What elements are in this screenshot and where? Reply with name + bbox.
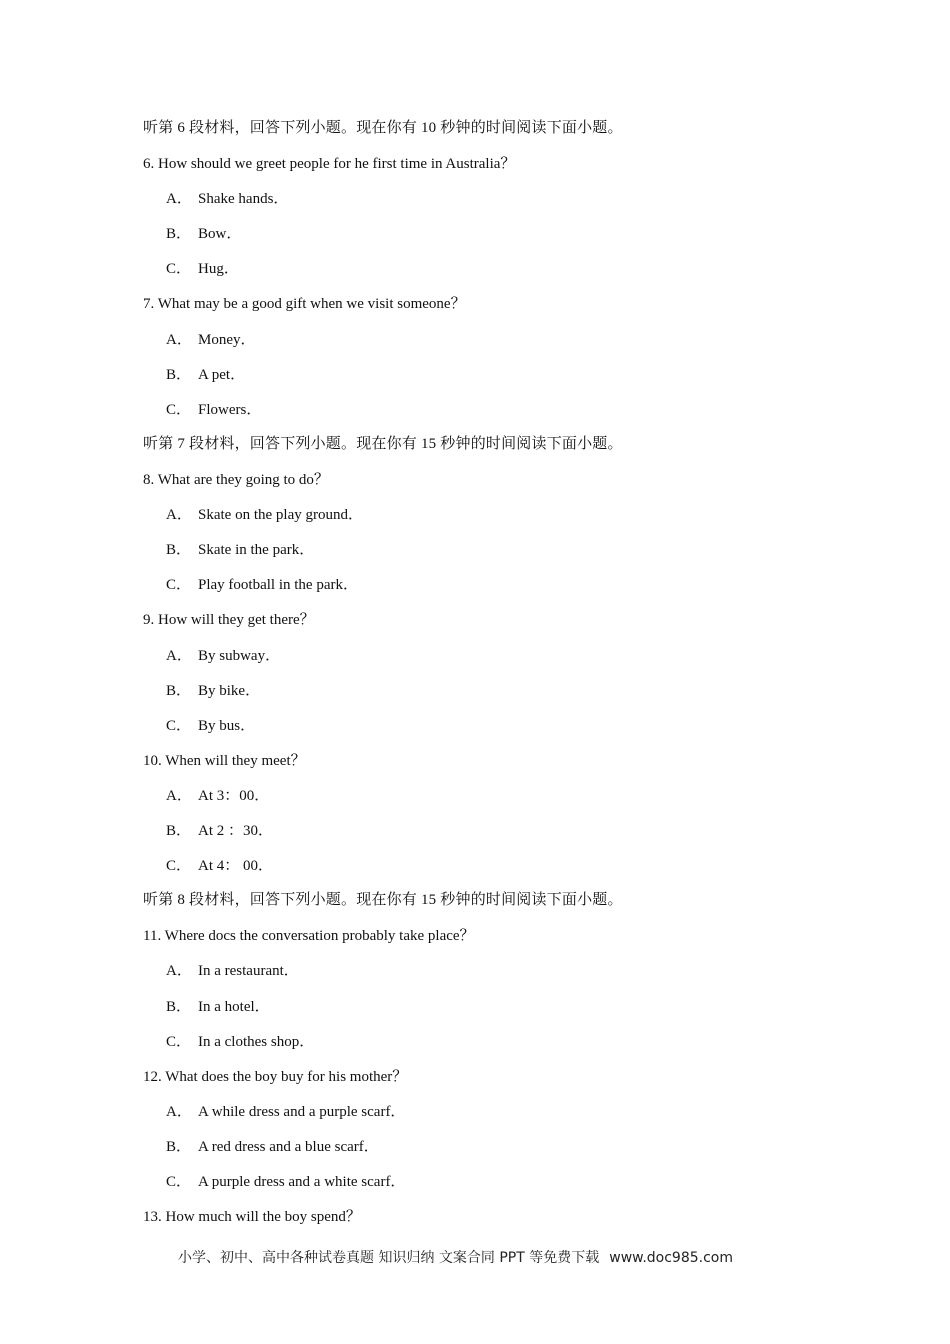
- option-letter: B．: [166, 367, 192, 383]
- question-10-option-c: [166, 856, 273, 876]
- section-heading-6: 听第 6 段材料，回答下列小题。现在你有 10 秒钟的时间阅读下面小题。: [143, 120, 623, 136]
- question-7-option-b: [166, 365, 245, 385]
- option-letter: A．: [166, 788, 192, 804]
- question-8-option-b: [166, 540, 314, 560]
- question-11: 11. Where docs the conversation probably take place？: [143, 928, 475, 944]
- option-text: By subway．: [198, 648, 281, 664]
- question-6-option-a: [166, 189, 288, 209]
- option-letter: B．: [166, 1139, 192, 1155]
- question-10: 10. When will they meet？: [143, 753, 306, 769]
- option-text: Bow．: [198, 226, 242, 242]
- question-8: 8. What are they going to do？: [143, 472, 329, 488]
- option-letter: C．: [166, 1034, 192, 1050]
- question-13: 13. How much will the boy spend？: [143, 1209, 361, 1225]
- question-7: 7. What may be a good gift when we visit someone？: [143, 296, 466, 312]
- question-11-option-c: [166, 1032, 314, 1052]
- option-letter: C．: [166, 402, 192, 418]
- question-9-option-a: [166, 646, 280, 666]
- option-letter: B．: [166, 542, 192, 558]
- option-text: At 4： 00．: [198, 858, 274, 874]
- question-9-option-b: [166, 681, 260, 701]
- option-letter: B．: [166, 999, 192, 1015]
- option-text: By bike．: [198, 683, 261, 699]
- page-footer: [178, 1247, 733, 1267]
- option-letter: A．: [166, 507, 192, 523]
- option-text: At 3：00．: [198, 788, 270, 804]
- option-text: In a clothes shop．: [198, 1034, 315, 1050]
- question-10-option-b: [166, 821, 273, 841]
- question-6-option-b: [166, 224, 241, 244]
- option-text: Flowers．: [198, 402, 262, 418]
- option-text: Money．: [198, 332, 256, 348]
- option-letter: B．: [166, 683, 192, 699]
- option-letter: A．: [166, 332, 192, 348]
- question-6: 6. How should we greet people for he first time in Australia？: [143, 156, 516, 172]
- option-letter: C．: [166, 858, 192, 874]
- option-text: By bus．: [198, 718, 256, 734]
- option-text: Hug．: [198, 261, 239, 277]
- question-6-option-c: [166, 259, 239, 279]
- footer-url[interactable]: www.doc985.com: [609, 1250, 733, 1266]
- option-text: Shake hands．: [198, 191, 289, 207]
- option-text: A while dress and a purple scarf．: [198, 1104, 406, 1120]
- section-heading-8: 听第 8 段材料，回答下列小题。现在你有 15 秒钟的时间阅读下面小题。: [143, 892, 623, 908]
- question-8-option-c: [166, 575, 358, 595]
- option-text: Skate on the play ground．: [198, 507, 363, 523]
- question-9: 9. How will they get there？: [143, 612, 315, 628]
- question-7-option-c: [166, 400, 261, 420]
- question-10-option-a: [166, 786, 269, 806]
- option-text: At 2 ：30．: [198, 823, 274, 839]
- option-text: A purple dress and a white scarf．: [198, 1174, 406, 1190]
- option-letter: C．: [166, 718, 192, 734]
- question-11-option-a: [166, 961, 299, 981]
- section-heading-7: 听第 7 段材料，回答下列小题。现在你有 15 秒钟的时间阅读下面小题。: [143, 436, 623, 452]
- question-12-option-c: [166, 1172, 405, 1192]
- question-12-option-a: [166, 1102, 405, 1122]
- option-letter: B．: [166, 226, 192, 242]
- option-text: In a restaurant．: [198, 963, 299, 979]
- option-letter: A．: [166, 1104, 192, 1120]
- question-9-option-c: [166, 716, 255, 736]
- option-letter: C．: [166, 577, 192, 593]
- question-7-option-a: [166, 330, 256, 350]
- question-11-option-b: [166, 997, 270, 1017]
- option-letter: C．: [166, 261, 192, 277]
- option-letter: C．: [166, 1174, 192, 1190]
- option-letter: A．: [166, 191, 192, 207]
- question-8-option-a: [166, 505, 363, 525]
- option-letter: A．: [166, 648, 192, 664]
- option-text: A red dress and a blue scarf．: [198, 1139, 379, 1155]
- option-letter: A．: [166, 963, 192, 979]
- option-text: Play football in the park．: [198, 577, 358, 593]
- option-text: Skate in the park．: [198, 542, 315, 558]
- question-12: 12. What does the boy buy for his mother？: [143, 1069, 408, 1085]
- option-letter: B．: [166, 823, 192, 839]
- option-text: In a hotel．: [198, 999, 270, 1015]
- question-12-option-b: [166, 1137, 379, 1157]
- option-text: A pet．: [198, 367, 246, 383]
- footer-text: 小学、初中、高中各种试卷真题 知识归纳 文案合同 PPT 等免费下载: [178, 1250, 600, 1266]
